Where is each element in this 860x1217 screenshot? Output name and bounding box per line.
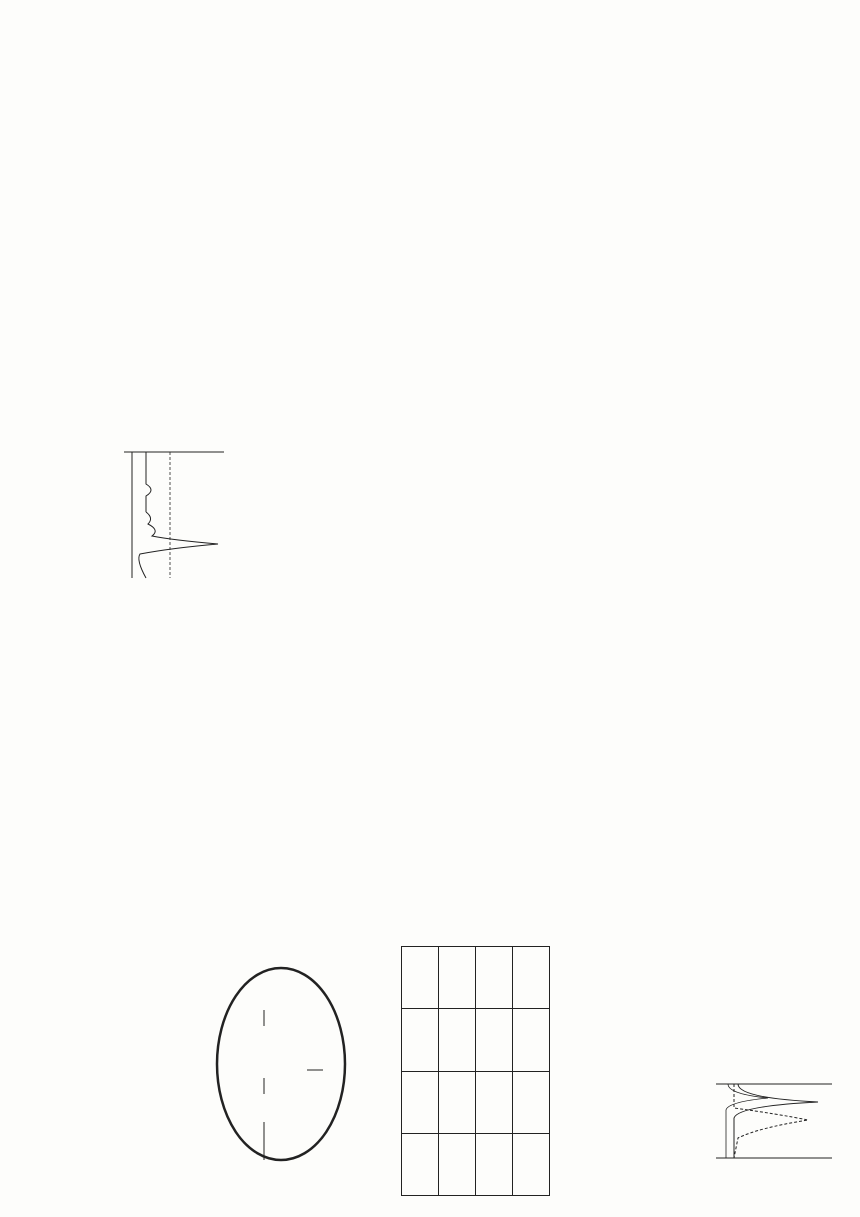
- table-row: [439, 947, 476, 1196]
- exam-page-2: [22, 628, 842, 1198]
- table-cell: [476, 1133, 513, 1195]
- table-header-cell: [513, 947, 550, 1009]
- calcium-current-trace: [726, 1084, 768, 1158]
- cell-membrane-outline: [217, 968, 345, 1160]
- table-header-cell: [513, 1071, 550, 1133]
- table-cell: [402, 1009, 439, 1071]
- table-cell: [439, 1009, 476, 1071]
- table-row: [402, 947, 439, 1196]
- table-cell: [402, 947, 439, 1009]
- ion-current-chart: [710, 1058, 838, 1192]
- table-cell: [476, 1009, 513, 1071]
- table-cell: [402, 1071, 439, 1133]
- table-cell: [402, 1133, 439, 1195]
- repeated-stimulus-trace: [139, 512, 218, 578]
- table-header-cell: [513, 1009, 550, 1071]
- table-cell: [439, 1071, 476, 1133]
- membrane-potential-figure: [112, 432, 232, 582]
- postsynaptic-trace: [734, 1084, 808, 1158]
- table-cell: [476, 947, 513, 1009]
- hormone-table: [401, 946, 550, 1196]
- liver-cell-diagram: [207, 960, 357, 1196]
- exam-page-1: [22, 28, 842, 588]
- table-header-cell: [513, 1133, 550, 1195]
- table-cell: [439, 1133, 476, 1195]
- table-cell: [476, 1071, 513, 1133]
- table-row: [476, 947, 513, 1196]
- table-header-row: [513, 947, 550, 1196]
- table-cell: [439, 947, 476, 1009]
- single-stimulus-trace: [146, 452, 151, 512]
